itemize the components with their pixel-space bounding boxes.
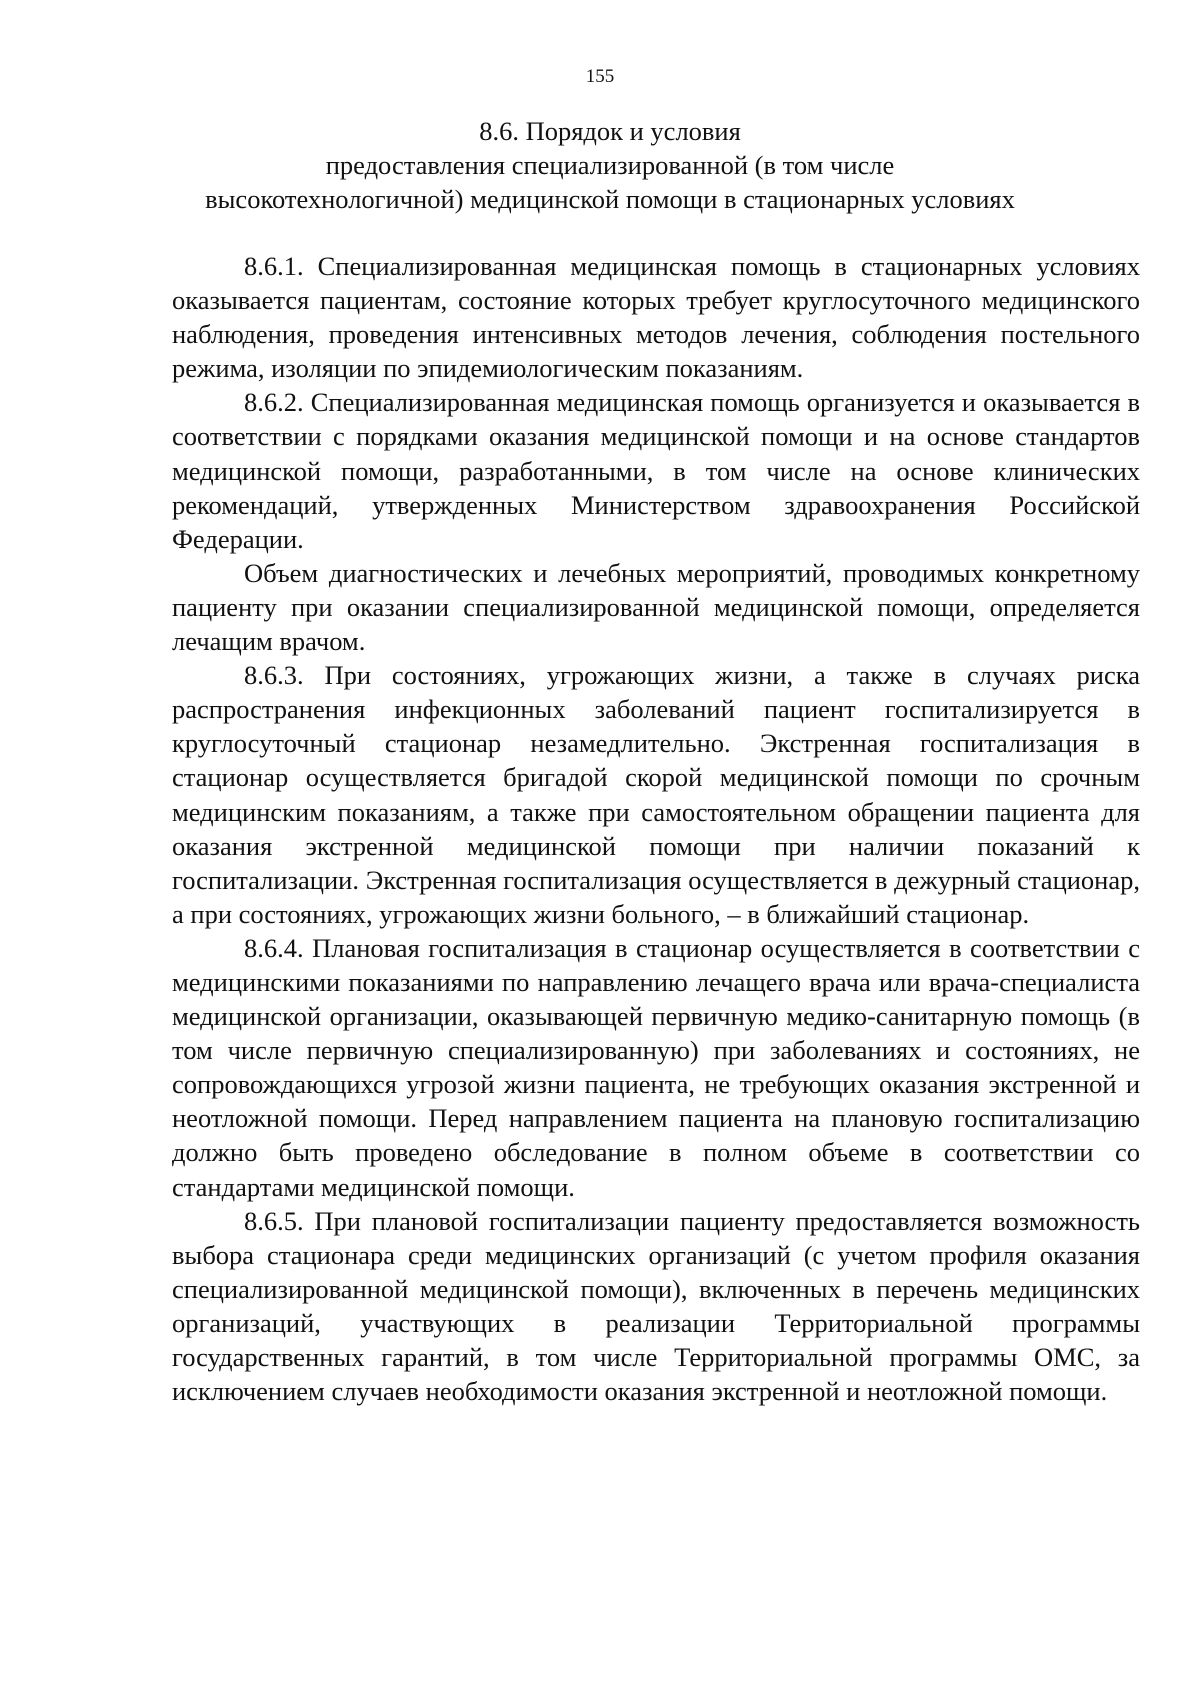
paragraph-volume-of-measures: Объем диагностических и лечебных мероприятий, проводимых конкретному пациенту при оказании специализированной медицинской помощи, определяется лечащим врачом. [172, 557, 1140, 657]
page-number: 155 [585, 66, 615, 87]
heading-line-2: предоставления специализированной (в том числе [325, 150, 895, 180]
paragraph-8-6-3: 8.6.3. При состояниях, угрожающих жизни, а также в случаях риска распространения инфекционных заболеваний пациент госпитализируется в круглосуточный стационар незамедлительно. Экстренная госпитализация в стационар осуществляется бригадой скорой медицинской помощи по срочным медицинским показаниям, а также при самостоятельном обращении пациента для оказания экстренной медицинской помощи при наличии показаний к госпитализации. Экстренная госпитализация осуществляется в дежурный стационар, а при состояниях, угрожающих жизни больного, – в ближайший стационар. [172, 660, 1140, 929]
section-heading [160, 114, 1060, 216]
paragraph-8-6-4: 8.6.4. Плановая госпитализация в стационар осуществляется в соответствии с медицинскими показаниями по направлению лечащего врача или врача-специалиста медицинской организации, оказывающей первичную медико-санитарную помощь (в том числе первичную специализированную) при заболеваниях и состояниях, не сопровождающихся угрозой жизни пациента, не требующих оказания экстренной и неотложной помощи. Перед направлением пациента на плановую госпитализацию должно быть проведено обследование в полном объеме в соответствии со стандартами медицинской помощи. [172, 932, 1140, 1202]
paragraph-8-6-5: 8.6.5. При плановой госпитализации пациенту предоставляется возможность выбора стационара среди медицинских организаций (с учетом профиля оказания специализированной медицинской помощи), включенных в перечень медицинских организаций, участвующих в реализации Территориальной программы государственных гарантий, в том числе Территориальной программы ОМС, за исключением случаев необходимости оказания экстренной и неотложной помощи. [172, 1205, 1140, 1407]
heading-line-3: высокотехнологичной) медицинской помощи в стационарных условиях [205, 184, 1015, 214]
section-body [172, 249, 1140, 1408]
paragraph-8-6-1: 8.6.1. Специализированная медицинская помощь в стационарных условиях оказывается пациентам, состояние которых требует круглосуточного медицинского наблюдения, проведения интенсивных методов лечения, соблюдения постельного режима, изоляции по эпидемиологическим показаниям. [172, 251, 1140, 384]
paragraph-8-6-2: 8.6.2. Специализированная медицинская помощь организуется и оказывается в соответствии с порядками оказания медицинской помощи и на основе стандартов медицинской помощи, разработанными, в том числе на основе клинических рекомендаций, утвержденных Министерством здравоохранения Российской Федерации. [172, 387, 1140, 554]
heading-line-1: 8.6. Порядок и условия [479, 116, 741, 146]
